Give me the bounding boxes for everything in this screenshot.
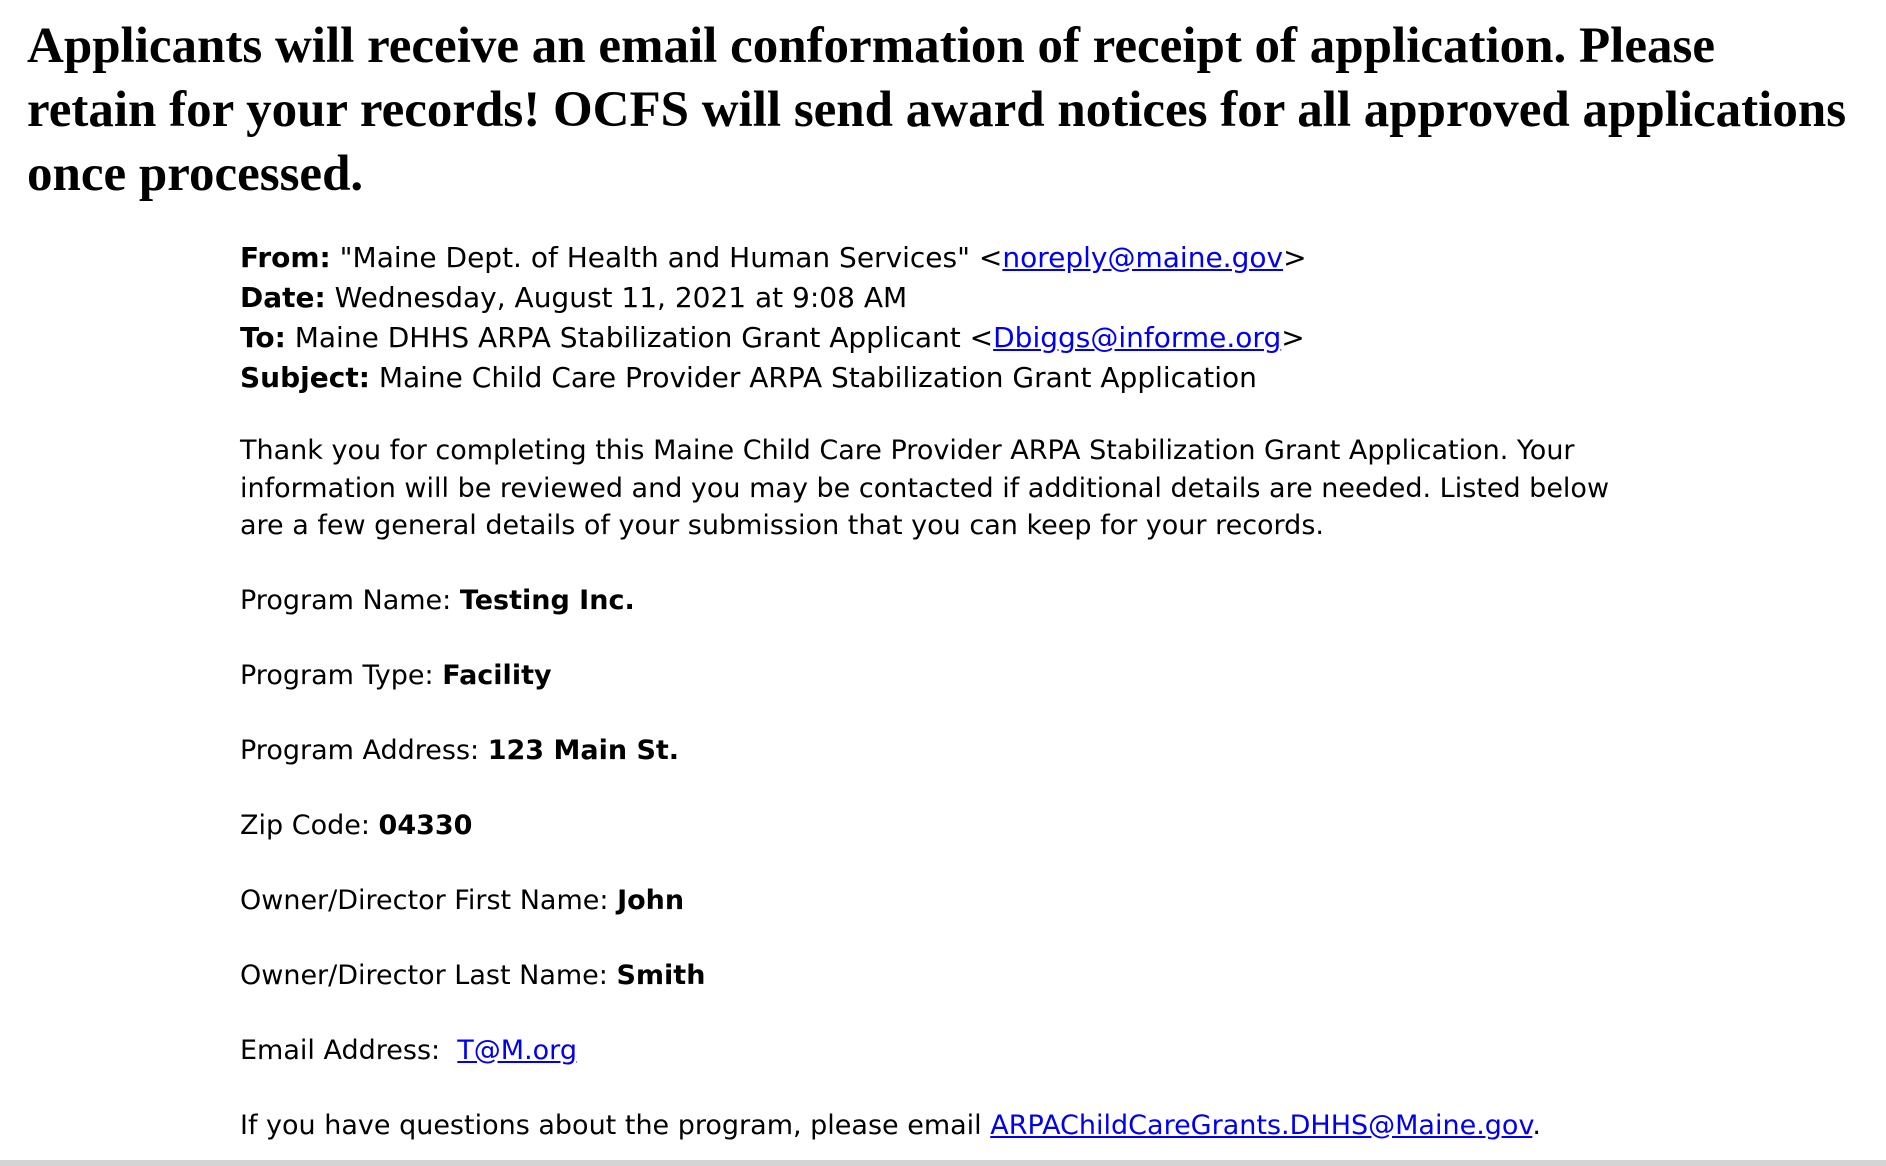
email-subject-line bbox=[240, 358, 1660, 398]
questions-text: If you have questions about the program, please email bbox=[240, 1109, 982, 1141]
field-value: 123 Main St. bbox=[487, 734, 680, 766]
email-to-line bbox=[240, 318, 1660, 358]
field-label: Owner/Director First Name: bbox=[240, 884, 609, 916]
field-program-name bbox=[240, 582, 1660, 620]
field-first-name bbox=[240, 882, 1660, 920]
from-address-link[interactable]: noreply@maine.gov bbox=[1002, 241, 1284, 274]
field-label: Program Type: bbox=[240, 659, 434, 691]
field-last-name bbox=[240, 957, 1660, 995]
field-value: Facility bbox=[442, 659, 552, 691]
from-label: From: bbox=[240, 241, 331, 274]
to-address-link[interactable]: Dbiggs@informe.org bbox=[993, 321, 1282, 354]
from-name: "Maine Dept. of Health and Human Services" < bbox=[339, 241, 1003, 274]
questions-line bbox=[240, 1107, 1660, 1145]
field-value: 04330 bbox=[378, 809, 473, 841]
field-label: Email Address: bbox=[240, 1034, 441, 1066]
field-label: Zip Code: bbox=[240, 809, 370, 841]
date-value: Wednesday, August 11, 2021 at 9:08 AM bbox=[334, 281, 908, 314]
from-close: > bbox=[1283, 241, 1307, 274]
field-value: John bbox=[617, 884, 685, 916]
field-program-type bbox=[240, 657, 1660, 695]
questions-end: . bbox=[1532, 1109, 1541, 1141]
to-name: Maine DHHS ARPA Stabilization Grant Applicant < bbox=[294, 321, 994, 354]
field-label: Owner/Director Last Name: bbox=[240, 959, 608, 991]
applicant-email-link[interactable]: T@M.org bbox=[457, 1034, 577, 1066]
subject-value: Maine Child Care Provider ARPA Stabilization Grant Application bbox=[378, 361, 1257, 394]
to-label: To: bbox=[240, 321, 286, 354]
field-zip-code bbox=[240, 807, 1660, 845]
field-email-address bbox=[240, 1032, 1660, 1070]
email-date-line bbox=[240, 278, 1660, 318]
field-value: Testing Inc. bbox=[459, 584, 635, 616]
subject-label: Subject: bbox=[240, 361, 370, 394]
email-message bbox=[240, 238, 1660, 1145]
to-close: > bbox=[1281, 321, 1305, 354]
field-value: Smith bbox=[616, 959, 706, 991]
field-program-address bbox=[240, 732, 1660, 770]
date-label: Date: bbox=[240, 281, 326, 314]
questions-email-link[interactable]: ARPAChildCareGrants.DHHS@Maine.gov bbox=[990, 1109, 1533, 1141]
email-intro-paragraph: Thank you for completing this Maine Child Care Provider ARPA Stabilization Grant Application. Your information will be reviewed and you may be contacted if additional details are needed. Listed below are a few general details of your submission that you can keep for your records. bbox=[240, 435, 1610, 541]
field-label: Program Address: bbox=[240, 734, 480, 766]
field-label: Program Name: bbox=[240, 584, 452, 616]
bottom-divider bbox=[0, 1160, 1886, 1166]
email-from-line bbox=[240, 238, 1660, 278]
notice-heading: Applicants will receive an email conformation of receipt of application. Please retain for your records! OCFS will send award notices for all approved applications once processed. bbox=[27, 18, 1847, 202]
